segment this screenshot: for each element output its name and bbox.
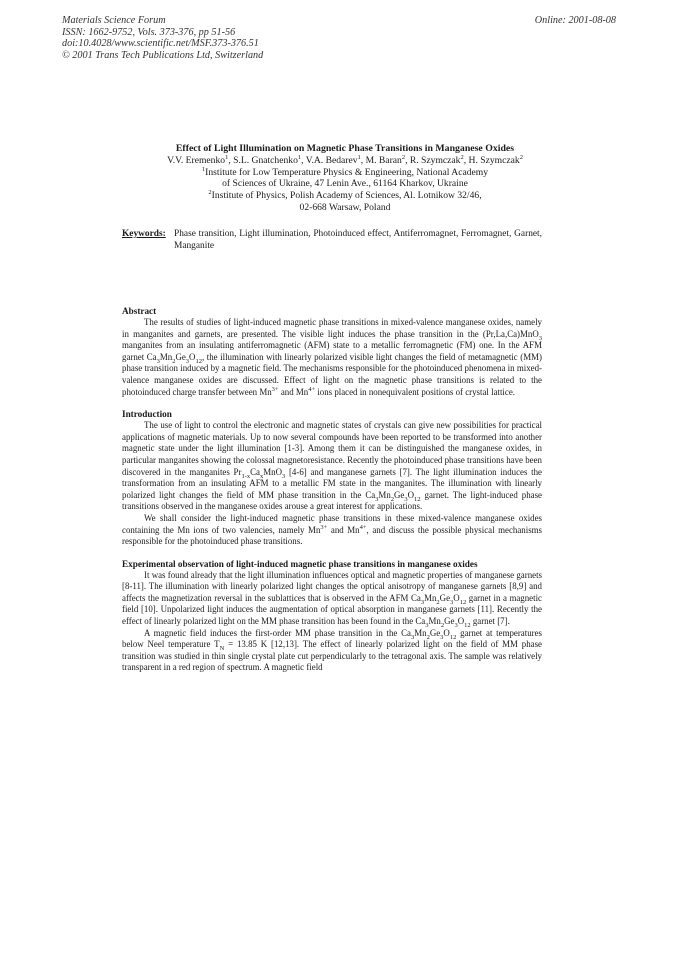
keywords-label: Keywords: bbox=[122, 229, 166, 239]
affiliation-2-cont: 02-668 Warsaw, Poland bbox=[299, 201, 391, 213]
copyright-line: © 2001 Trans Tech Publications Ltd, Switzerland bbox=[62, 49, 264, 61]
author: H. Szymczak bbox=[468, 154, 520, 166]
author-list: V.V. Eremenko$^1$, S.L. Gnatchenko$^1$, V.A. Bedarev$^1$, M. Baran$^2$, R. Szymczak$^2$, H. Szymczak$^2$ bbox=[167, 153, 523, 166]
paper-title: Effect of Light Illumination on Magnetic Phase Transitions in Manganese Oxides bbox=[175, 143, 515, 154]
experimental-heading: Experimental observation of light-induced magnetic phase transitions in manganese oxides bbox=[122, 558, 478, 569]
affiliation-1-cont: of Sciences of Ukraine, 47 Lenin Ave., 61164 Kharkov, Ukraine bbox=[222, 178, 468, 190]
online-date: Online: 2001-08-08 bbox=[534, 15, 616, 26]
experimental-paragraph: It was found already that the light illumination influences optical and magnetic properties of manganese garnets [8-11]. The illumination with linearly polarized light changes the optical anisotropy of manganese garnets [8,9] and affects the magnetization reversal in the sublattices that is observed in the AFM $Ca_3Mn_2Ge_3O_{12}$ garnet in a magnetic field [10]. Unpolarized light induces the augmentation of optical absorption in manganese garnets [11]. Recently the effect of linearly polarized light on the MM phase transition has been found in the $Ca_3Mn_2Ge_3O_{12}$ garnet [7]. bbox=[122, 569, 542, 629]
intro-paragraph: We shall consider the light-induced magnetic phase transitions in these mixed-valence manganese oxides containing the Mn ions of two valencies, namely $Mn^{3+}$ and $Mn^{4+}$, and discuss the possible physical mechanisms responsible for the photoinduced phase transitions. bbox=[122, 512, 543, 547]
keywords-text: Phase transition, Light illumination, Photoinduced effect, Antiferromagnet, Ferromagnet, Garnet, Manganite bbox=[174, 229, 542, 251]
paper-body bbox=[122, 305, 542, 674]
experimental-paragraph: A magnetic field induces the first-order MM phase transition in the $Ca_3Mn_2Ge_3O_{12}$ garnet at temperatures below Neel temperature $T_N = 13.85$ K [12,13]. The effect of linearly polarized light on the field of MM phase transition was studied in thin single crystal plate cut perpendicularly to the tetragonal axis. The sample was relatively transparent in a red region of spectrum. A magnetic field bbox=[122, 627, 542, 673]
introduction-heading: Introduction bbox=[122, 409, 172, 420]
introduction-section bbox=[122, 408, 542, 548]
author: M. Baran bbox=[365, 154, 402, 166]
page-header bbox=[62, 15, 616, 61]
journal-name: Materials Science Forum bbox=[62, 15, 166, 26]
abstract-section bbox=[122, 305, 542, 398]
keywords-block bbox=[122, 229, 542, 253]
experimental-section bbox=[122, 558, 542, 674]
issn-line: ISSN: 1662-9752, Vols. 373-376, pp 51-56 bbox=[62, 26, 236, 38]
author: S.L. Gnatchenko bbox=[233, 154, 298, 166]
title-block bbox=[110, 143, 580, 214]
author: R. Szymczak bbox=[409, 154, 461, 166]
author: V.A. Bedarev bbox=[305, 154, 358, 166]
author: V.V. Eremenko bbox=[167, 154, 226, 166]
intro-paragraph: The use of light to control the electronic and magnetic states of crystals can give new possibilities for practical applications of magnetic materials. Up to now several compounds have been reported to be transformed into another magnetic state under the light illumination [1-3]. Among them it can be distinguished the manganese oxides, in particular manganites showing the colossal magnetoresistance. Recently the photoinduced phase transitions have been discovered in the manganites $Pr_{1-x}Ca_xMnO_3$ [4-6] and manganese garnets [7]. The light illumination induces the transformation from an insulating AFM to a metallic FM state in the manganites. The illumination with linearly polarized light changes the field of MM phase transition in the $Ca_3Mn_2Ge_3O_{12}$ garnet. The light-induced phase transitions observed in the manganese oxides arouse a great interest for applications. bbox=[122, 420, 542, 512]
abstract-text: The results of studies of light-induced magnetic phase transitions in mixed-valence manganese oxides, namely in manganites and garnets, are presented. The visible light induces the phase transition in the (Pr,La,Ca)MnO$_3$ manganites from an insulating antiferromagnetic (AFM) state to a metallic ferromagnetic (FM) one. In the AFM garnet $Ca_3Mn_2Ge_3O_{12}$, the illumination with linearly polarized visible light changes the field of metamagnetic (MM) phase transition induced by a magnetic field. The mechanisms responsible for the photoinduced phenomena in mixed-valence manganese oxides are discussed. Effect of light on the magnetic phase transitions is related to the photoinduced charge transfer between $Mn^{3+}$ and $Mn^{4+}$ ions placed in nonequivalent positions of crystal lattice. bbox=[122, 317, 542, 397]
journal-info bbox=[62, 15, 263, 61]
affiliation-2: $^2$Institute of Physics, Polish Academy of Sciences, Al. Lotnikow 32/46, bbox=[208, 189, 482, 202]
abstract-heading: Abstract bbox=[122, 306, 157, 316]
affiliation-1: $^1$Institute for Low Temperature Physics & Engineering, National Academy bbox=[201, 165, 489, 178]
doi-line[interactable]: doi:10.4028/www.scientific.net/MSF.373-376.51 bbox=[62, 38, 259, 49]
